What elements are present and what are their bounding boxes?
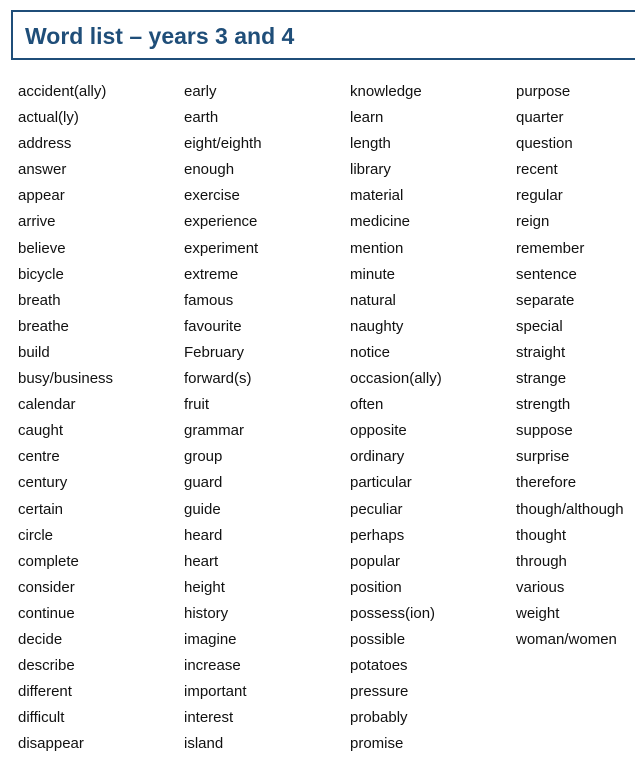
word-item: appear xyxy=(18,187,65,205)
word-item: question xyxy=(516,135,573,153)
word-item: favourite xyxy=(184,317,242,335)
word-item: history xyxy=(184,604,229,622)
word-item: early xyxy=(184,83,217,100)
word-item: peculiar xyxy=(350,500,403,518)
word-item: answer xyxy=(18,161,67,179)
word-item: island xyxy=(184,735,224,753)
word-item: complete xyxy=(18,552,79,570)
word-item: reign xyxy=(516,213,550,231)
word-item: calendar xyxy=(18,396,76,414)
word-item: famous xyxy=(184,291,234,309)
word-item: bicycle xyxy=(18,265,64,283)
word-item: difficult xyxy=(18,709,65,727)
word-item: important xyxy=(184,683,247,701)
word-item: potatoes xyxy=(350,657,408,675)
word-item: suppose xyxy=(516,422,573,440)
word-item: thought xyxy=(516,526,567,544)
word-column-4 xyxy=(516,80,624,654)
word-item: experiment xyxy=(184,239,259,257)
word-item: century xyxy=(18,474,68,492)
word-item: occasion(ally) xyxy=(350,370,442,388)
title-box xyxy=(11,10,635,60)
word-item: decide xyxy=(18,630,63,648)
word-item: certain xyxy=(18,500,64,518)
word-item: address xyxy=(18,135,72,153)
word-item: exercise xyxy=(184,187,240,205)
word-item: naughty xyxy=(350,317,404,335)
word-list xyxy=(18,80,635,754)
word-item: library xyxy=(350,161,391,179)
word-item: caught xyxy=(18,422,64,440)
word-item: consider xyxy=(18,578,75,596)
word-item: special xyxy=(516,317,563,335)
word-item: earth xyxy=(184,109,219,127)
word-item: learn xyxy=(350,109,384,127)
word-item: interest xyxy=(184,709,234,727)
word-item: heard xyxy=(184,526,223,544)
word-item: notice xyxy=(350,343,391,361)
word-item: extreme xyxy=(184,265,239,283)
word-item: mention xyxy=(350,239,404,257)
word-item: grammar xyxy=(184,422,245,440)
word-item: though/although xyxy=(516,500,624,518)
word-item: experience xyxy=(184,213,258,231)
word-item: purpose xyxy=(516,83,571,100)
word-item: centre xyxy=(18,448,60,466)
word-item: group xyxy=(184,448,223,466)
word-item: straight xyxy=(516,343,566,361)
word-item: quarter xyxy=(516,109,564,127)
word-item: different xyxy=(18,683,72,701)
word-column-3 xyxy=(350,80,442,758)
word-item: strange xyxy=(516,370,567,388)
word-item: circle xyxy=(18,526,54,544)
word-item: forward(s) xyxy=(184,370,252,388)
word-item: build xyxy=(18,343,50,361)
word-item: popular xyxy=(350,552,401,570)
word-item: believe xyxy=(18,239,66,257)
word-item: disappear xyxy=(18,735,84,753)
word-item: fruit xyxy=(184,396,210,414)
word-item: height xyxy=(184,578,225,596)
word-item: surprise xyxy=(516,448,570,466)
word-item: arrive xyxy=(18,213,56,231)
page-title: Word list – years 3 and 4 xyxy=(25,23,295,49)
word-column-1 xyxy=(18,80,113,758)
word-item: ordinary xyxy=(350,448,405,466)
word-item: guard xyxy=(184,474,223,492)
word-item: knowledge xyxy=(350,83,422,100)
word-item: strength xyxy=(516,396,571,414)
word-item: opposite xyxy=(350,422,407,440)
word-item: breathe xyxy=(18,317,69,335)
word-item: eight/eighth xyxy=(184,135,262,153)
word-item: through xyxy=(516,552,567,570)
word-item: enough xyxy=(184,161,235,179)
word-item: regular xyxy=(516,187,563,205)
word-item: heart xyxy=(184,552,219,570)
word-item: promise xyxy=(350,735,404,753)
word-column-2 xyxy=(184,80,262,758)
word-item: various xyxy=(516,578,565,596)
word-item: probably xyxy=(350,709,408,727)
word-item: accident(ally) xyxy=(18,83,107,100)
word-item: possible xyxy=(350,630,406,648)
word-item: sentence xyxy=(516,265,577,283)
word-item: actual(ly) xyxy=(18,109,79,127)
word-item: guide xyxy=(184,500,221,518)
word-item: minute xyxy=(350,265,396,283)
word-item: natural xyxy=(350,291,396,309)
word-item: continue xyxy=(18,604,75,622)
word-item: woman/women xyxy=(516,630,617,648)
word-item: breath xyxy=(18,291,61,309)
word-item: material xyxy=(350,187,404,205)
word-item: increase xyxy=(184,657,241,675)
word-item: separate xyxy=(516,291,575,309)
word-item: pressure xyxy=(350,683,409,701)
word-item: particular xyxy=(350,474,412,492)
word-item: perhaps xyxy=(350,526,405,544)
word-item: often xyxy=(350,396,384,414)
word-item: position xyxy=(350,578,402,596)
word-item: remember xyxy=(516,239,585,257)
word-item: medicine xyxy=(350,213,411,231)
word-item: therefore xyxy=(516,474,577,492)
word-item: possess(ion) xyxy=(350,604,436,622)
word-item: describe xyxy=(18,657,75,675)
word-item: weight xyxy=(516,604,560,622)
word-item: length xyxy=(350,135,391,153)
word-item: busy/business xyxy=(18,370,114,388)
word-item: imagine xyxy=(184,630,237,648)
word-item: recent xyxy=(516,161,558,179)
word-item: February xyxy=(184,343,245,361)
